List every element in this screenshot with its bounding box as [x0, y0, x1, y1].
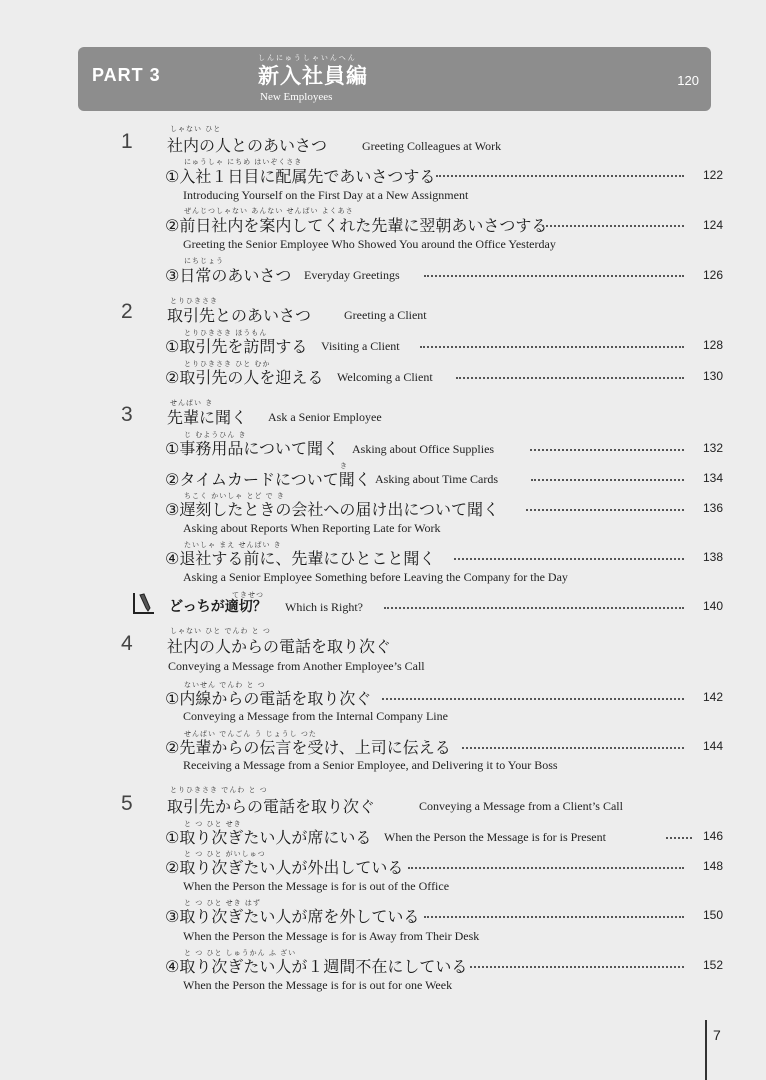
- entry-title-en: When the Person the Message is for is out for one Week: [183, 978, 453, 992]
- part-header-band: [78, 47, 711, 111]
- entry-ruby: ないせん でんわ と つ: [184, 681, 266, 689]
- dot-leader: [470, 966, 684, 968]
- section-ruby: せんぱい き: [170, 399, 214, 407]
- entry-page: 126: [702, 268, 723, 282]
- entry-title-en: When the Person the Message is for is Away from Their Desk: [183, 929, 480, 943]
- entry-page: 144: [702, 739, 723, 753]
- section-number: 3: [121, 403, 133, 426]
- entry-page: 142: [702, 690, 723, 704]
- dot-leader: [384, 607, 684, 609]
- section-number: 4: [121, 632, 133, 655]
- entry-page: 128: [702, 338, 723, 352]
- dot-leader: [382, 698, 684, 700]
- section-title-en: Ask a Senior Employee: [268, 410, 382, 424]
- entry-page: 138: [702, 550, 723, 564]
- entry-ruby: てきせつ: [232, 591, 264, 599]
- entry-ruby: と つ ひと しゅうかん ふ ざい: [184, 949, 297, 957]
- entry-title: ④取り次ぎたい人が１週間不在にしている: [165, 957, 468, 976]
- entry-title-en: When the Person the Message is for is out of the Office: [183, 879, 450, 893]
- entry-title: ①取引先を訪問する: [165, 337, 308, 356]
- section-title-en: Conveying a Message from a Client’s Call: [419, 799, 623, 813]
- section-title: 取引先からの電話を取り次ぐ: [167, 797, 376, 816]
- dot-leader: [456, 377, 684, 379]
- entry-title-en: Introducing Yourself on the First Day at a New Assignment: [183, 188, 469, 202]
- entry-title: どっちが適切？: [169, 599, 267, 615]
- entry-page: 130: [702, 369, 723, 383]
- entry-title-en: Asking about Office Supplies: [352, 442, 495, 456]
- entry-ruby: と つ ひと せき はず: [184, 899, 261, 907]
- entry-title: ②先輩からの伝言を受け、上司に伝える: [165, 738, 451, 757]
- part-label: PART 3: [92, 65, 161, 85]
- entry-title-en: Visiting a Client: [321, 339, 400, 353]
- section-ruby: とりひきさき でんわ と つ: [170, 786, 268, 794]
- entry-title-en: Greeting the Senior Employee Who Showed You around the Office Yesterday: [183, 237, 556, 251]
- entry-title-en: Asking about Reports When Reporting Late for Work: [183, 521, 441, 535]
- part-subtitle: New Employees: [260, 91, 333, 103]
- part-page-number: 120: [677, 73, 699, 88]
- part-title: 新入社員編: [258, 64, 368, 88]
- section-number: 1: [121, 130, 133, 153]
- entry-title: ③遅刻したときの会社への届け出について聞く: [165, 500, 500, 519]
- entry-title: ③取り次ぎたい人が席を外している: [165, 907, 420, 926]
- pencil-icon: [131, 591, 157, 615]
- entry-title-en: Which is Right?: [285, 600, 363, 614]
- dot-leader: [531, 479, 684, 481]
- entry-title: ②前日社内を案内してくれた先輩に翌朝あいさつする: [165, 216, 548, 235]
- footer-page-number: 7: [713, 1027, 721, 1043]
- entry-ruby: にちじょう: [184, 257, 224, 265]
- section-number: 5: [121, 792, 133, 815]
- entry-title-en: Welcoming a Client: [337, 370, 433, 384]
- entry-ruby: じ むようひん き: [184, 431, 247, 439]
- section-ruby: とりひきさき: [170, 297, 218, 305]
- entry-ruby: とりひきさき ほうもん: [184, 329, 268, 337]
- entry-ruby: ぜんじつしゃない あんない せんぱい よくあさ: [184, 207, 354, 215]
- dot-leader: [424, 916, 684, 918]
- entry-page: 132: [702, 441, 723, 455]
- dot-leader: [436, 175, 684, 177]
- entry-ruby: ちこく かいしゃ とど で き: [184, 492, 285, 500]
- entry-title-en: Asking a Senior Employee Something before Leaving the Company for the Day: [183, 570, 568, 584]
- entry-ruby: たいしゃ まえ せんぱい き: [184, 541, 282, 549]
- entry-title-en: Everyday Greetings: [304, 268, 400, 282]
- section-title-en: Conveying a Message from Another Employee’s Call: [168, 659, 425, 673]
- dot-leader: [462, 747, 684, 749]
- dot-leader: [408, 867, 684, 869]
- section-title: 社内の人からの電話を取り次ぐ: [167, 637, 392, 656]
- entry-title: ①内線からの電話を取り次ぐ: [165, 689, 372, 708]
- entry-title: ②取引先の人を迎える: [165, 368, 324, 387]
- footer-divider: [705, 1020, 707, 1080]
- section-title-en: Greeting Colleagues at Work: [362, 139, 502, 153]
- entry-title: ③日常のあいさつ: [165, 266, 292, 285]
- section-ruby: しゃない ひと: [170, 125, 222, 133]
- dot-leader: [424, 275, 684, 277]
- entry-title-en: Conveying a Message from the Internal Company Line: [183, 709, 448, 723]
- entry-title: ①事務用品について聞く: [165, 439, 340, 458]
- section-title: 社内の人とのあいさつ: [167, 136, 328, 155]
- part-title-ruby: しんにゅうしゃいんへん: [258, 54, 357, 62]
- dot-leader: [526, 509, 684, 511]
- entry-ruby: と つ ひと がいしゅつ: [184, 850, 266, 858]
- entry-page: 136: [702, 501, 723, 515]
- entry-title: ①取り次ぎたい人が席にいる: [165, 828, 372, 847]
- dot-leader: [454, 558, 684, 560]
- entry-page: 148: [702, 859, 723, 873]
- entry-title-en: Asking about Time Cards: [375, 472, 499, 486]
- entry-page: 122: [702, 168, 723, 182]
- entry-title: ①入社１日目に配属先であいさつする: [165, 167, 436, 186]
- dot-leader: [530, 449, 684, 451]
- entry-title: ④退社する前に、先輩にひとこと聞く: [165, 549, 436, 568]
- section-title: 取引先とのあいさつ: [167, 306, 312, 325]
- entry-page: 124: [702, 218, 723, 232]
- entry-page: 140: [702, 599, 723, 613]
- section-title-en: Greeting a Client: [344, 308, 427, 322]
- dot-leader: [542, 225, 684, 227]
- entry-page: 134: [702, 471, 723, 485]
- entry-page: 150: [702, 908, 723, 922]
- entry-title: ②タイムカードについて聞く: [165, 470, 371, 489]
- section-title: 先輩に聞く: [167, 408, 248, 427]
- entry-ruby: と つ ひと せき: [184, 820, 242, 828]
- entry-ruby: き: [340, 462, 348, 470]
- entry-page: 146: [702, 829, 723, 843]
- entry-ruby: とりひきさき ひと むか: [184, 360, 271, 368]
- section-ruby: しゃない ひと でんわ と つ: [170, 627, 271, 635]
- entry-ruby: にゅうしゃ にちめ はいぞくさき: [184, 158, 303, 166]
- dot-leader: [420, 346, 684, 348]
- entry-title-en: When the Person the Message is for is Present: [384, 830, 606, 844]
- entry-ruby: せんぱい でんごん う じょうし つた: [184, 730, 317, 738]
- entry-title: ②取り次ぎたい人が外出している: [165, 858, 404, 877]
- section-number: 2: [121, 300, 133, 323]
- entry-page: 152: [702, 958, 723, 972]
- entry-title-en: Receiving a Message from a Senior Employee, and Delivering it to Your Boss: [183, 758, 558, 772]
- dot-leader: [666, 837, 692, 839]
